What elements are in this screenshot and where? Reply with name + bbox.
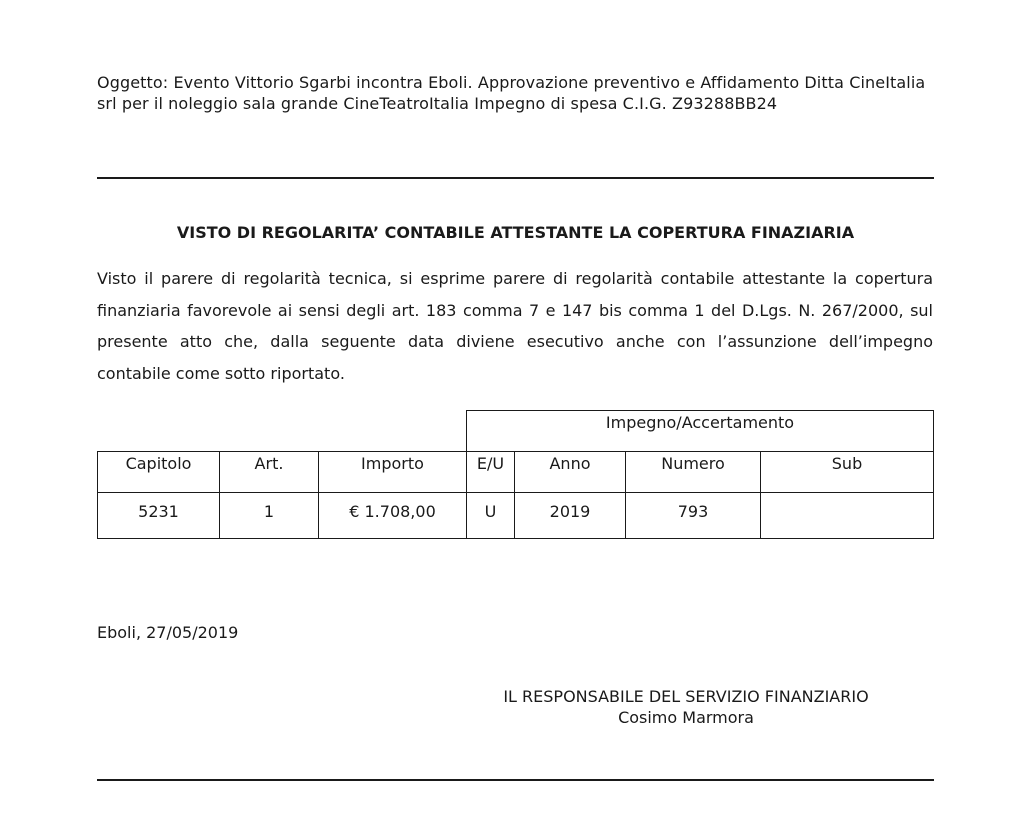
body-paragraph: Visto il parere di regolarità tecnica, si esprime parere di regolarità contabile attestante la copertura finanziaria favorevole ai sensi degli art. 183 comma 7 e 147 bis comma 1 del D.Lgs. N. 267/2000, sul presente atto che, dalla seguente data diviene esecutivo anche con l’assunzione dell’impegno contabile come sotto riportato.: [97, 269, 933, 383]
cell-eu: U: [467, 493, 515, 539]
header-numero: Numero: [626, 452, 761, 493]
cell-numero: 793: [626, 493, 761, 539]
table-row: [98, 493, 934, 539]
impegno-accertamento-header: Impegno/Accertamento: [467, 411, 934, 452]
signature-name: Cosimo Marmora: [618, 708, 754, 727]
header-art: Art.: [220, 452, 319, 493]
cell-importo: € 1.708,00: [319, 493, 467, 539]
cell-capitolo: 5231: [98, 493, 220, 539]
header-importo: Importo: [319, 452, 467, 493]
table-header-row: [98, 452, 934, 493]
signature-role: IL RESPONSABILE DEL SERVIZIO FINANZIARIO: [503, 687, 869, 706]
header-eu: E/U: [467, 452, 515, 493]
cell-sub: [761, 493, 934, 539]
table-blank-cell: [98, 411, 467, 452]
signature-block: [470, 686, 902, 728]
header-capitolo: Capitolo: [98, 452, 220, 493]
subject-text: Oggetto: Evento Vittorio Sgarbi incontra Eboli. Approvazione preventivo e Affidamento Ditta CineItalia srl per il noleggio sala grande CineTeatroItalia Impegno di spesa C.I.G. Z93288BB24: [97, 73, 926, 113]
header-anno: Anno: [515, 452, 626, 493]
bottom-divider: [97, 779, 934, 781]
section-heading: VISTO DI REGOLARITA’ CONTABILE ATTESTANTE LA COPERTURA FINAZIARIA: [176, 223, 855, 242]
top-divider: [97, 177, 934, 179]
cell-art: 1: [220, 493, 319, 539]
cell-anno: 2019: [515, 493, 626, 539]
place-date: Eboli, 27/05/2019: [97, 623, 239, 642]
header-sub: Sub: [761, 452, 934, 493]
impegno-table: [97, 410, 934, 539]
table-group-header-row: [98, 411, 934, 452]
